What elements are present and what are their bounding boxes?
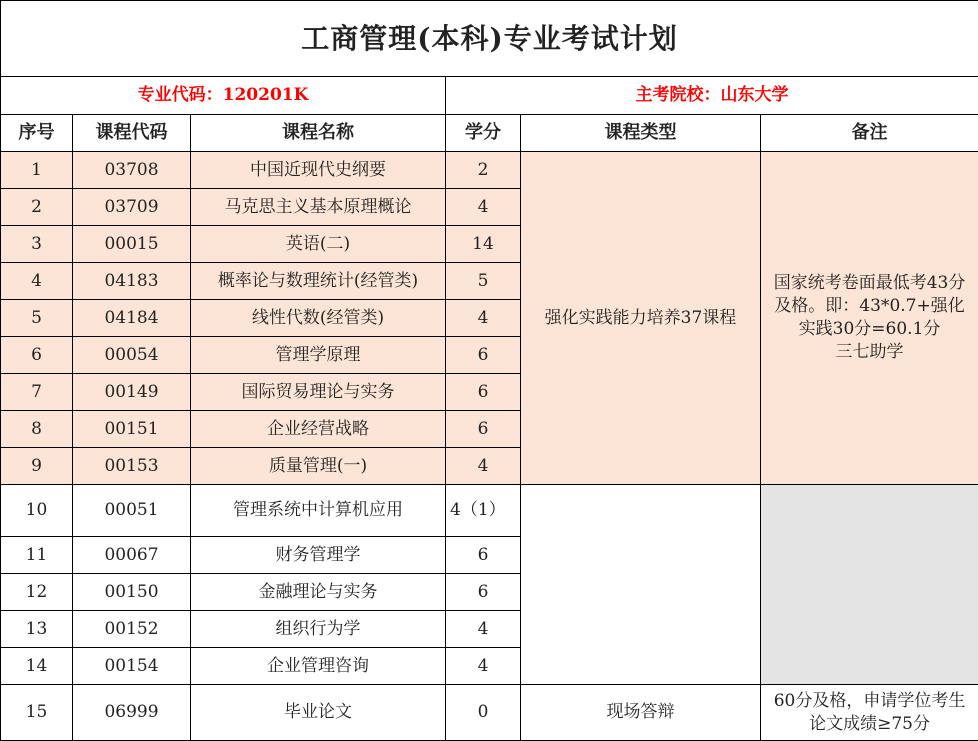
note-line: 论文成绩≥75分 (761, 713, 978, 736)
course-name: 国际贸易理论与实务 (191, 374, 446, 411)
course-name: 管理学原理 (191, 337, 446, 374)
row-number: 9 (1, 448, 73, 485)
course-credit: 4 (446, 611, 521, 648)
course-code: 00152 (73, 611, 191, 648)
course-code: 00151 (73, 411, 191, 448)
course-credit: 6 (446, 374, 521, 411)
course-name: 财务管理学 (191, 537, 446, 574)
header-no: 序号 (1, 115, 73, 152)
course-credit: 6 (446, 411, 521, 448)
course-code: 00153 (73, 448, 191, 485)
course-name: 概率论与数理统计(经管类) (191, 263, 446, 300)
course-code: 03708 (73, 152, 191, 189)
course-credit: 14 (446, 226, 521, 263)
note-line: 及格。即：43*0.7+强化 (761, 295, 978, 318)
row-number: 8 (1, 411, 73, 448)
course-credit: 4 (446, 648, 521, 685)
course-credit: 6 (446, 337, 521, 374)
course-name: 马克思主义基本原理概论 (191, 189, 446, 226)
course-credit: 6 (446, 574, 521, 611)
note-line: 国家统考卷面最低考43分 (761, 272, 978, 295)
course-credit: 5 (446, 263, 521, 300)
table-row (1, 152, 978, 189)
course-name: 管理系统中计算机应用 (191, 485, 446, 537)
course-code: 00054 (73, 337, 191, 374)
row-number: 14 (1, 648, 73, 685)
row-number: 3 (1, 226, 73, 263)
course-name: 金融理论与实务 (191, 574, 446, 611)
course-credit: 6 (446, 537, 521, 574)
course-name: 组织行为学 (191, 611, 446, 648)
course-name: 线性代数(经管类) (191, 300, 446, 337)
header-code: 课程代码 (73, 115, 191, 152)
course-name: 企业管理咨询 (191, 648, 446, 685)
note-line: 实践30分=60.1分 (761, 318, 978, 341)
major-code: 专业代码：120201K (1, 77, 446, 115)
course-code: 04183 (73, 263, 191, 300)
page-title: 工商管理(本科)专业考试计划 (1, 1, 978, 77)
row-number: 11 (1, 537, 73, 574)
course-code: 03709 (73, 189, 191, 226)
course-code: 06999 (73, 685, 191, 741)
table-row (1, 685, 978, 741)
course-note (761, 685, 978, 741)
note-line: 三七助学 (761, 341, 978, 364)
header-note: 备注 (761, 115, 978, 152)
course-code: 00154 (73, 648, 191, 685)
row-number: 13 (1, 611, 73, 648)
header-credit: 学分 (446, 115, 521, 152)
row-number: 5 (1, 300, 73, 337)
course-name: 企业经营战略 (191, 411, 446, 448)
course-credit: 4 (446, 189, 521, 226)
note-line: 60分及格，申请学位考生 (761, 690, 978, 713)
course-note (761, 485, 978, 685)
row-number: 7 (1, 374, 73, 411)
course-type (521, 485, 761, 685)
course-note (761, 152, 978, 485)
course-type: 现场答辩 (521, 685, 761, 741)
course-code: 00051 (73, 485, 191, 537)
row-number: 2 (1, 189, 73, 226)
course-credit: 0 (446, 685, 521, 741)
row-number: 4 (1, 263, 73, 300)
course-type: 强化实践能力培养37课程 (521, 152, 761, 485)
course-name: 英语(二) (191, 226, 446, 263)
course-code: 00015 (73, 226, 191, 263)
course-credit: 4 (446, 300, 521, 337)
course-code: 00150 (73, 574, 191, 611)
course-name: 毕业论文 (191, 685, 446, 741)
course-code: 04184 (73, 300, 191, 337)
course-credit: 2 (446, 152, 521, 189)
course-name: 质量管理(一) (191, 448, 446, 485)
header-name: 课程名称 (191, 115, 446, 152)
course-name: 中国近现代史纲要 (191, 152, 446, 189)
course-credit: 4 (446, 448, 521, 485)
row-number: 6 (1, 337, 73, 374)
header-type: 课程类型 (521, 115, 761, 152)
row-number: 12 (1, 574, 73, 611)
row-number: 10 (1, 485, 73, 537)
course-code: 00067 (73, 537, 191, 574)
course-code: 00149 (73, 374, 191, 411)
row-number: 1 (1, 152, 73, 189)
table-row (1, 485, 978, 537)
row-number: 15 (1, 685, 73, 741)
host-school: 主考院校：山东大学 (446, 77, 978, 115)
course-credit: 4（1） (446, 485, 521, 537)
